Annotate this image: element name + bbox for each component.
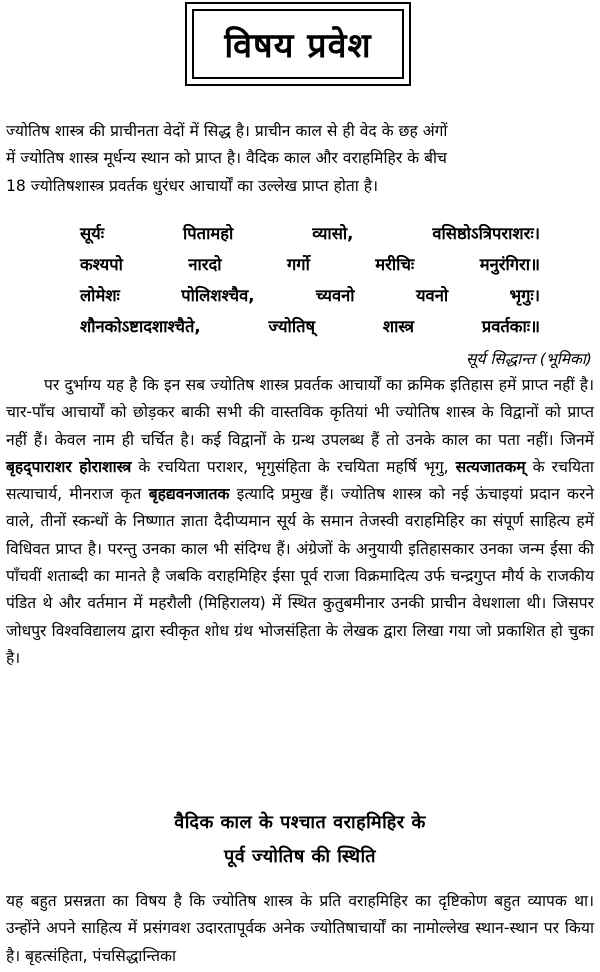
- closing-paragraph: [6, 888, 594, 970]
- intro-line: 18 ज्योतिषशास्त्र प्रवर्तक धुरंधर आचार्यों का उल्लेख प्राप्त होता है।: [6, 176, 378, 195]
- title-frame-inner: [192, 9, 404, 79]
- book-title-bold: सत्यजातकम्: [455, 457, 526, 476]
- intro-paragraph: [6, 118, 594, 200]
- sanskrit-verse-block: [80, 218, 540, 342]
- verse-word: लोमेशः: [80, 286, 120, 305]
- verse-word: यवनो: [415, 286, 449, 305]
- verse-word: ज्योतिष्: [268, 317, 316, 336]
- verse-word: शौनकोऽष्टादशाश्चैते,: [80, 317, 201, 336]
- intro-line: ज्योतिष शास्त्र की प्राचीनता वेदों में सिद्ध है। प्राचीन काल से ही वेद के छह अंगों: [6, 122, 448, 140]
- body-text: इत्यादि प्रमुख हैं। ज्योतिष शास्त्र को नई ऊंचाइयां प्रदान करने वाले, तीनों स्कन्धों के निष्णात ज्ञाता दैदीप्यमान सूर्य के समान तेजस्वी वराहमिहिर का संपूर्ण साहित्य हमें विधिवत प्राप्त है। परन्तु उनका काल भी संदिग्ध हैं। अंग्रेजों के अनुयायी इतिहासकार उनका जन्म ईसा की पाँचवीं शताब्दी का मानते है जबकि वराहमिहिर ईसा पूर्व राजा विक्रमादित्य उर्फ चन्द्रगुप्त मौर्य के राजकीय पंडित थे और वर्तमान में महरौली (मिहिरालय) में स्थित कुतुबमीनार उनकी प्राचीन वेधशाला थी। जिसपर जोधपुर विश्वविद्यालय द्वारा स्वीकृत शोध ग्रंथ भोजसंहिता के लेखक द्वारा लिखा गया जो प्रकाशित हो चुका है।: [6, 485, 594, 667]
- verse-line: [80, 249, 540, 280]
- verse-word: भृगुः।: [509, 286, 540, 305]
- verse-word: वसिष्ठोऽत्रिपराशरः।: [432, 224, 540, 243]
- verse-word: पोलिशश्चैव,: [181, 286, 255, 305]
- verse-line: [80, 218, 540, 249]
- verse-word: मरीचिः: [375, 255, 415, 274]
- verse-word: प्रवर्तकाः॥: [481, 317, 540, 336]
- intro-line: में ज्योतिष शास्त्र मूर्धन्य स्थान को प्राप्त है। वैदिक काल और वराहमिहिर के बीच: [6, 149, 447, 168]
- body-text: पर दुर्भाग्य यह है कि इन सब ज्योतिष शास्त्र प्रवर्तक आचार्यों का क्रमिक इतिहास हमें प्राप्त नहीं है। चार-पाँच आचार्यों को छोड़कर बाकी सभी की वास्तविक कृतियां भी ज्योतिष शास्त्र के विद्वानों को प्राप्त नहीं हैं। केवल नाम ही चर्चित है। कई विद्वानों के ग्रन्थ उपलब्ध हैं तो उनके काल का पता नहीं। जिनमें: [6, 376, 594, 449]
- verse-word: सूर्यः: [80, 224, 105, 243]
- section-heading-line-1: वैदिक काल के पश्चात वराहमिहिर के: [174, 812, 426, 833]
- section-heading-line-2: पूर्व ज्योतिष की स्थिति: [224, 846, 376, 867]
- title-area: [0, 0, 600, 100]
- verse-line: [80, 280, 540, 311]
- section-heading: [0, 806, 600, 874]
- book-title-bold: बृहद्पाराशर होराशास्त्र: [6, 457, 132, 476]
- verse-word: शास्त्र: [382, 317, 414, 336]
- verse-word: व्यासो,: [312, 224, 354, 243]
- verse-word: मनुरंगिरा॥: [479, 255, 540, 274]
- verse-line: [80, 311, 540, 342]
- main-paragraph-text: [6, 372, 594, 672]
- main-paragraph: [6, 372, 594, 672]
- body-text: के रचयिता पराशर, भृगुसंहिता के रचयिता महर्षि भृगु,: [131, 457, 449, 476]
- closing-paragraph-text: यह बहुत प्रसन्नता का विषय है कि ज्योतिष शास्त्र के प्रति वराहमिहिर का दृष्टिकोण बहुत व्यापक था। उन्होंने अपने साहित्य में प्रसंगवश उदारतापूर्वक अनेक ज्योतिषाचार्यों का नामोल्लेख स्थान-स्थान पर किया है। बृहत्संहिता, पंचसिद्धान्तिका: [6, 892, 594, 965]
- verse-word: च्यवनो: [315, 286, 355, 305]
- page-title: विषय प्रवेश: [224, 26, 372, 66]
- verse-word: कश्यपो: [80, 255, 123, 274]
- verse-word: गर्गो: [287, 255, 310, 274]
- body-text: के रचयिता सत्याचार्य, मीनराज कृत: [6, 457, 594, 504]
- verse-citation: सूर्य सिद्धान्त (भूमिका): [465, 350, 592, 368]
- verse-word: नारदो: [188, 255, 222, 274]
- book-title-bold: बृहद्यवनजातक: [148, 485, 230, 504]
- verse-word: पितामहो: [183, 224, 234, 243]
- title-frame-outer: [185, 2, 411, 86]
